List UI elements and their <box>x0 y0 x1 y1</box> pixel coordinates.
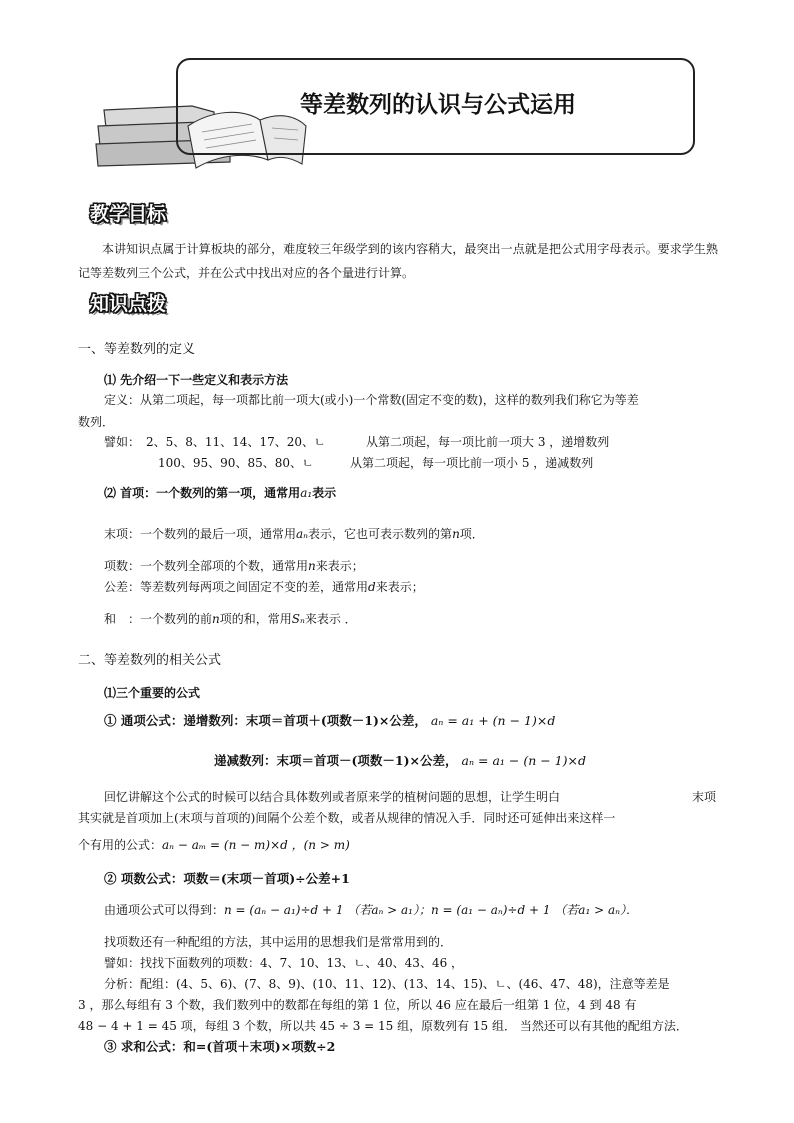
recall-line1-end: 末项 <box>692 790 717 804</box>
formula2-derivation-text: 由通项公式可以得到： <box>104 903 225 917</box>
sum-text3: 来表示 ． <box>304 612 357 626</box>
example2-sequence: 100、95、90、85、80、ㄴ <box>158 456 314 470</box>
sum-n: n <box>212 612 220 626</box>
section1-title: 一、等差数列的定义 <box>78 342 196 357</box>
sum-text2: 项的和，常用 <box>219 612 292 626</box>
goals-heading: 教学目标 <box>90 203 167 225</box>
first-term-text: ⑵ 首项：一个数列的第一项，通常用 <box>104 486 301 500</box>
last-term-text: 末项：一个数列的最后一项，通常用 <box>104 527 297 541</box>
section2-title: 二、等差数列的相关公式 <box>78 653 222 668</box>
formula1-line <box>104 712 555 730</box>
recall-line3-text: 个有用的公式： <box>78 838 163 852</box>
sum-text: 和 ：一个数列的前 <box>104 612 213 626</box>
count-symbol: n <box>308 559 316 573</box>
analysis-line2: 3 ，那么每组有 3 个数，我们数列中的数都在每组的第 1 位，所以 46 应在最后一组第 1 位，4 到 48 有 <box>78 998 637 1012</box>
sum-symbol: Sₙ <box>291 612 305 626</box>
recall-line1: 回忆讲解这个公式的时候可以结合具体数列或者原来学的植树问题的思想，让学生明白 <box>104 790 561 804</box>
last-term-text3: 项． <box>459 527 484 541</box>
difference-text2: 来表示； <box>375 580 424 594</box>
difference-symbol: d <box>368 580 376 594</box>
first-term-tail: 表示 <box>312 486 337 500</box>
definition-line2: 数列． <box>78 415 115 429</box>
definition-line1: 定义：从第二项起，每一项都比前一项大(或小)一个常数(固定不变的数)，这样的数列我们称它为等差 <box>104 393 639 407</box>
difference-line <box>104 579 424 595</box>
count-line <box>104 558 364 574</box>
formula1b-label: 递减数列：末项＝首项－(项数－1)×公差， <box>214 753 458 768</box>
recall-line3 <box>78 837 350 853</box>
example1-note: 从第二项起，每一项比前一项大 3 ，递增数列 <box>366 435 610 449</box>
analysis-line1: 分析：配组：(4、5、6)、(7、8、9)、(10、11、12)、(13、14、15)、ㄴ、(46、47、48)，注意等差是 <box>104 977 670 991</box>
first-term-line <box>104 485 336 501</box>
example-line: 譬如：找找下面数列的项数：4、7、10、13、ㄴ、40、43、46 ， <box>104 956 464 970</box>
last-term-n: n <box>452 527 460 541</box>
page-title: 等差数列的认识与公式运用 <box>300 92 576 118</box>
last-term-symbol: aₙ <box>296 527 309 541</box>
difference-text: 公差：等差数列每两项之间固定不变的差，通常用 <box>104 580 369 594</box>
formula1b-line <box>214 752 586 770</box>
knowledge-heading: 知识点拨 <box>90 293 167 315</box>
formula1b-expression: aₙ = a₁ − (n − 1)×d <box>461 753 586 768</box>
example2-note: 从第二项起，每一项比前一项小 5 ，递减数列 <box>350 456 594 470</box>
formula2-derivation-expression: n = (aₙ − a₁)÷d + 1 （若aₙ > a₁）；n = (a₁ − aₙ)÷d + 1 （若a₁ > aₙ）． <box>224 903 638 917</box>
first-term-symbol: a₁ <box>300 486 313 500</box>
formula2-label: ② 项数公式：项数＝(末项－首项)÷公差+1 <box>104 871 350 886</box>
last-term-text2: 表示，它也可表示数列的第 <box>308 527 453 541</box>
count-text2: 来表示； <box>315 559 364 573</box>
recall-line2: 其实就是首项加上(末项与首项的)间隔个公差个数，或者从规律的情况入手．同时还可延伸出来这样一 <box>78 811 616 825</box>
formula2-derivation <box>104 902 638 918</box>
formula1-label: ① 通项公式：递增数列：末项＝首项＋(项数－1)×公差， <box>104 713 427 728</box>
example1-sequence: 2、5、8、11、14、17、20、ㄴ <box>146 435 326 449</box>
last-term-line <box>104 526 484 542</box>
sum-line <box>104 611 357 627</box>
formula1-expression: aₙ = a₁ + (n − 1)×d <box>430 713 556 728</box>
analysis-line3: 48 − 4 + 1 = 45 项，每组 3 个数，所以共 45 ÷ 3 = 15 组，原数列有 15 组． 当然还可以有其他的配组方法． <box>78 1019 688 1033</box>
pairing-line: 找项数还有一种配组的方法，其中运用的思想我们是常常用到的． <box>104 935 453 949</box>
example-label: 譬如： <box>104 435 141 449</box>
goals-text: 本讲知识点属于计算板块的部分，难度较三年级学到的该内容稍大，最突出一点就是把公式用字母表示。要求学生熟记等差数列三个公式，并在公式中找出对应的各个量进行计算。 <box>78 242 718 280</box>
recall-formula: aₙ − aₘ = (n − m)×d ，(n > m) <box>162 838 350 852</box>
section2-sub1: ⑴三个重要的公式 <box>104 686 201 700</box>
section1-sub1: ⑴ 先介绍一下一些定义和表示方法 <box>104 373 289 387</box>
formula3-label: ③ 求和公式：和=(首项＋末项)×项数÷2 <box>104 1039 336 1054</box>
count-text: 项数：一个数列全部项的个数，通常用 <box>104 559 309 573</box>
